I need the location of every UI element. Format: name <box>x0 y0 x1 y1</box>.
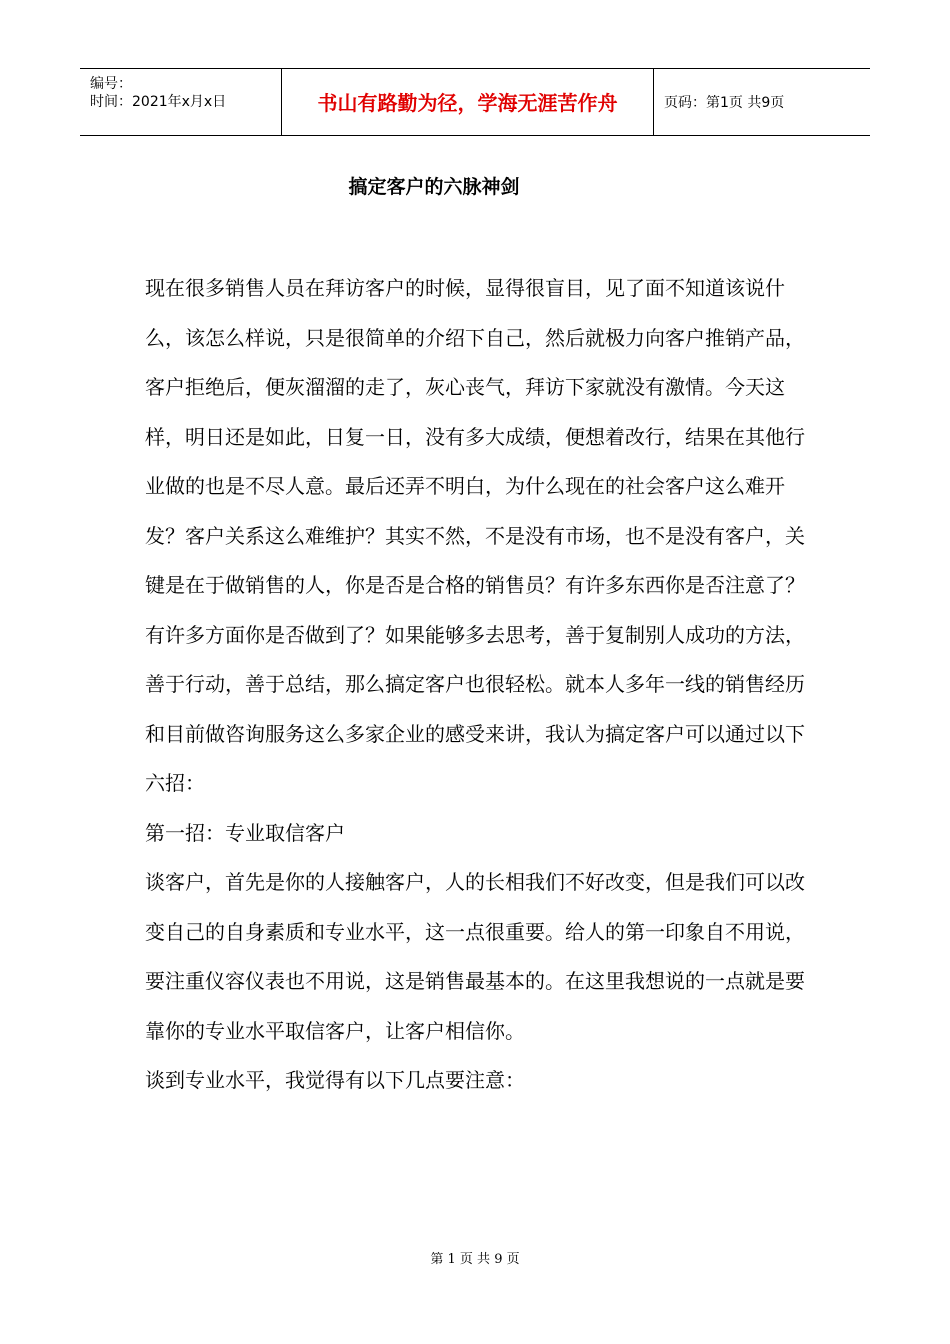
section-heading: 第一招：专业取信客户 <box>145 820 345 845</box>
header-motto: 书山有路勤为径，学海无涯苦作舟 <box>282 69 654 135</box>
page-header <box>80 68 870 136</box>
body-paragraph: 现在很多销售人员在拜访客户的时候，显得很盲目，见了面不知道该说什么，该怎么样说，只是很简单的介绍下自己，然后就极力向客户推销产品，客户拒绝后，便灰溜溜的走了，灰心丧气，拜访下家就没有激情。今天这样，明日还是如此，日复一日，没有多大成绩，便想着改行，结果在其他行业做的也是不尽人意。最后还弄不明白，为什么现在的社会客户这么难开发？客户关系这么难维护？其实不然，不是没有市场，也不是没有客户，关键是在于做销售的人，你是否是合格的销售员？有许多东西你是否注意了？有许多方面你是否做到了？如果能够多去思考，善于复制别人成功的方法，善于行动，善于总结，那么搞定客户也很轻松。就本人多年一线的销售经历和目前做咨询服务这么多家企业的感受来讲，我认为搞定客户可以通过以下六招： <box>145 276 805 795</box>
body-paragraph: 谈客户，首先是你的人接触客户，人的长相我们不好改变，但是我们可以改变自己的自身素质和专业水平，这一点很重要。给人的第一印象自不用说，要注重仪容仪表也不用说，这是销售最基本的。在这里我想说的一点就是要靠你的专业水平取信客户，让客户相信你。 <box>145 870 805 1043</box>
document-title: 搞定客户的六脉神剑 <box>348 176 520 198</box>
document-number-label: 编号： <box>90 76 132 92</box>
header-info-cell <box>80 69 282 135</box>
document-date-label: 时间：2021年x月x日 <box>90 94 227 110</box>
page-footer: 第 1 页 共 9 页 <box>430 1252 520 1267</box>
header-page-info: 页码：第1页 共9页 <box>664 95 785 111</box>
body-paragraph: 谈到专业水平，我觉得有以下几点要注意： <box>145 1068 525 1092</box>
document-body <box>145 264 815 1106</box>
